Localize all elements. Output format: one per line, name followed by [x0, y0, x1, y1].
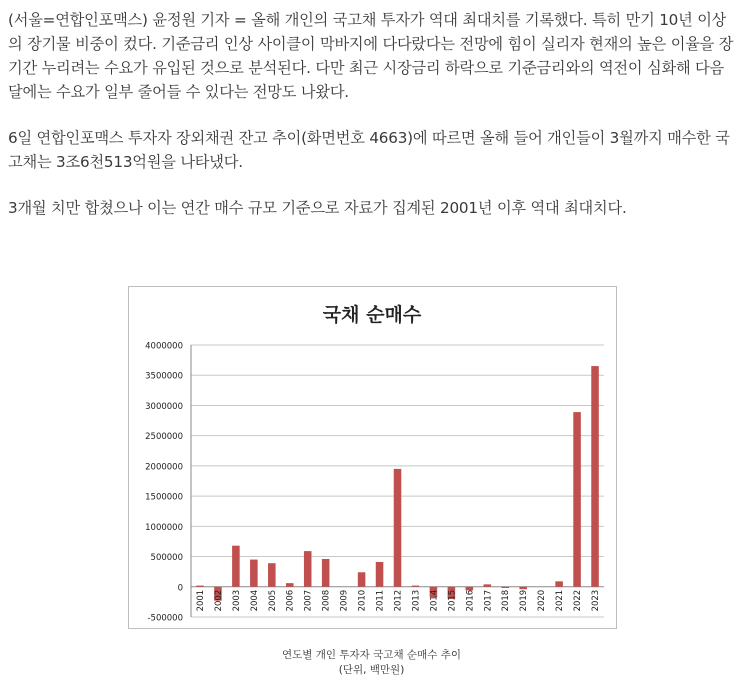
article-paragraph-1: (서울=연합인포맥스) 윤정원 기자 = 올해 개인의 국고채 투자가 역대 최대치를 기록했다. 특히 만기 10년 이상의 장기물 비중이 컸다. 기준금리 인상 사이클이 막바지에 다다랐다는 전망에 힘이 실리자 현재의 높은 이율을 장기간 누리려는 수요가 유입된 것으로 분석된다. 다만 최근 시장금리 하락으로 기준금리와의 역전이 심화해 다음 달에는 수요가 일부 줄어들 수 있다는 전망도 나왔다.	[8, 11, 734, 101]
x-tick-label: 2011	[375, 589, 386, 612]
bar-2003	[232, 546, 240, 587]
bar-2023	[591, 366, 599, 587]
bar-2001	[196, 586, 204, 587]
x-tick-label: 2013	[411, 589, 422, 612]
x-tick-label: 2017	[483, 589, 494, 612]
x-tick-label: 2020	[537, 589, 548, 612]
bar-2017	[484, 584, 492, 586]
bar-2018	[501, 587, 509, 588]
bar-2019	[519, 587, 527, 589]
article-body	[8, 8, 736, 242]
bar-2006	[286, 583, 294, 587]
bar-2007	[304, 551, 312, 587]
bar-2013	[412, 586, 420, 587]
y-tick-label: 4000000	[145, 341, 183, 352]
y-tick-label: 3000000	[145, 401, 183, 412]
x-tick-label: 2001	[195, 589, 206, 612]
y-tick-label: 500000	[150, 553, 183, 564]
x-tick-label: 2003	[231, 589, 242, 612]
x-tick-label: 2012	[393, 589, 404, 612]
y-tick-label: -500000	[147, 613, 183, 624]
chart-frame	[128, 286, 617, 629]
bar-2021	[555, 581, 563, 586]
x-tick-label: 2009	[339, 589, 350, 612]
bar-2011	[376, 562, 384, 587]
caption-title: 연도별 개인 투자자 국고채 순매수 추이	[282, 649, 461, 661]
x-tick-label: 2002	[213, 589, 224, 612]
chart-caption	[128, 648, 615, 678]
x-tick-label: 2016	[465, 589, 476, 612]
bar-2010	[358, 572, 366, 587]
x-tick-label: 2015	[447, 589, 458, 612]
x-tick-label: 2004	[249, 589, 260, 612]
x-tick-label: 2005	[267, 589, 278, 612]
bar-2004	[250, 560, 258, 587]
x-tick-label: 2010	[357, 589, 368, 612]
x-tick-label: 2006	[285, 589, 296, 612]
chart-title: 국채 순매수	[322, 304, 422, 326]
y-tick-label: 2500000	[145, 432, 183, 443]
x-tick-label: 2018	[501, 589, 512, 612]
x-tick-label: 2021	[555, 589, 566, 612]
bar-2005	[268, 563, 276, 587]
y-tick-label: 2000000	[145, 462, 183, 473]
x-tick-label: 2014	[429, 589, 440, 612]
x-tick-label: 2019	[519, 589, 530, 612]
y-tick-label: 3500000	[145, 371, 183, 382]
x-tick-label: 2022	[573, 589, 584, 612]
article-paragraph-2: 6일 연합인포맥스 투자자 장외채권 잔고 추이(화면번호 4663)에 따르면 올해 들어 개인들이 3월까지 매수한 국고채는 3조6천513억원을 나타냈다.	[8, 129, 730, 171]
x-tick-label: 2023	[591, 589, 602, 612]
caption-unit: (단위, 백만원)	[338, 664, 405, 676]
bar-2008	[322, 559, 330, 587]
article-paragraph-3: 3개월 치만 합쳤으나 이는 연간 매수 규모 기준으로 자료가 집계된 2001년 이후 역대 최대치다.	[8, 199, 627, 217]
bar-2012	[394, 469, 402, 587]
x-tick-label: 2008	[321, 589, 332, 612]
bar-chart	[129, 287, 616, 628]
y-tick-label: 0	[177, 583, 183, 594]
x-tick-label: 2007	[303, 589, 314, 612]
bar-2022	[573, 412, 581, 587]
y-tick-label: 1500000	[145, 492, 183, 503]
y-tick-label: 1000000	[145, 522, 183, 533]
